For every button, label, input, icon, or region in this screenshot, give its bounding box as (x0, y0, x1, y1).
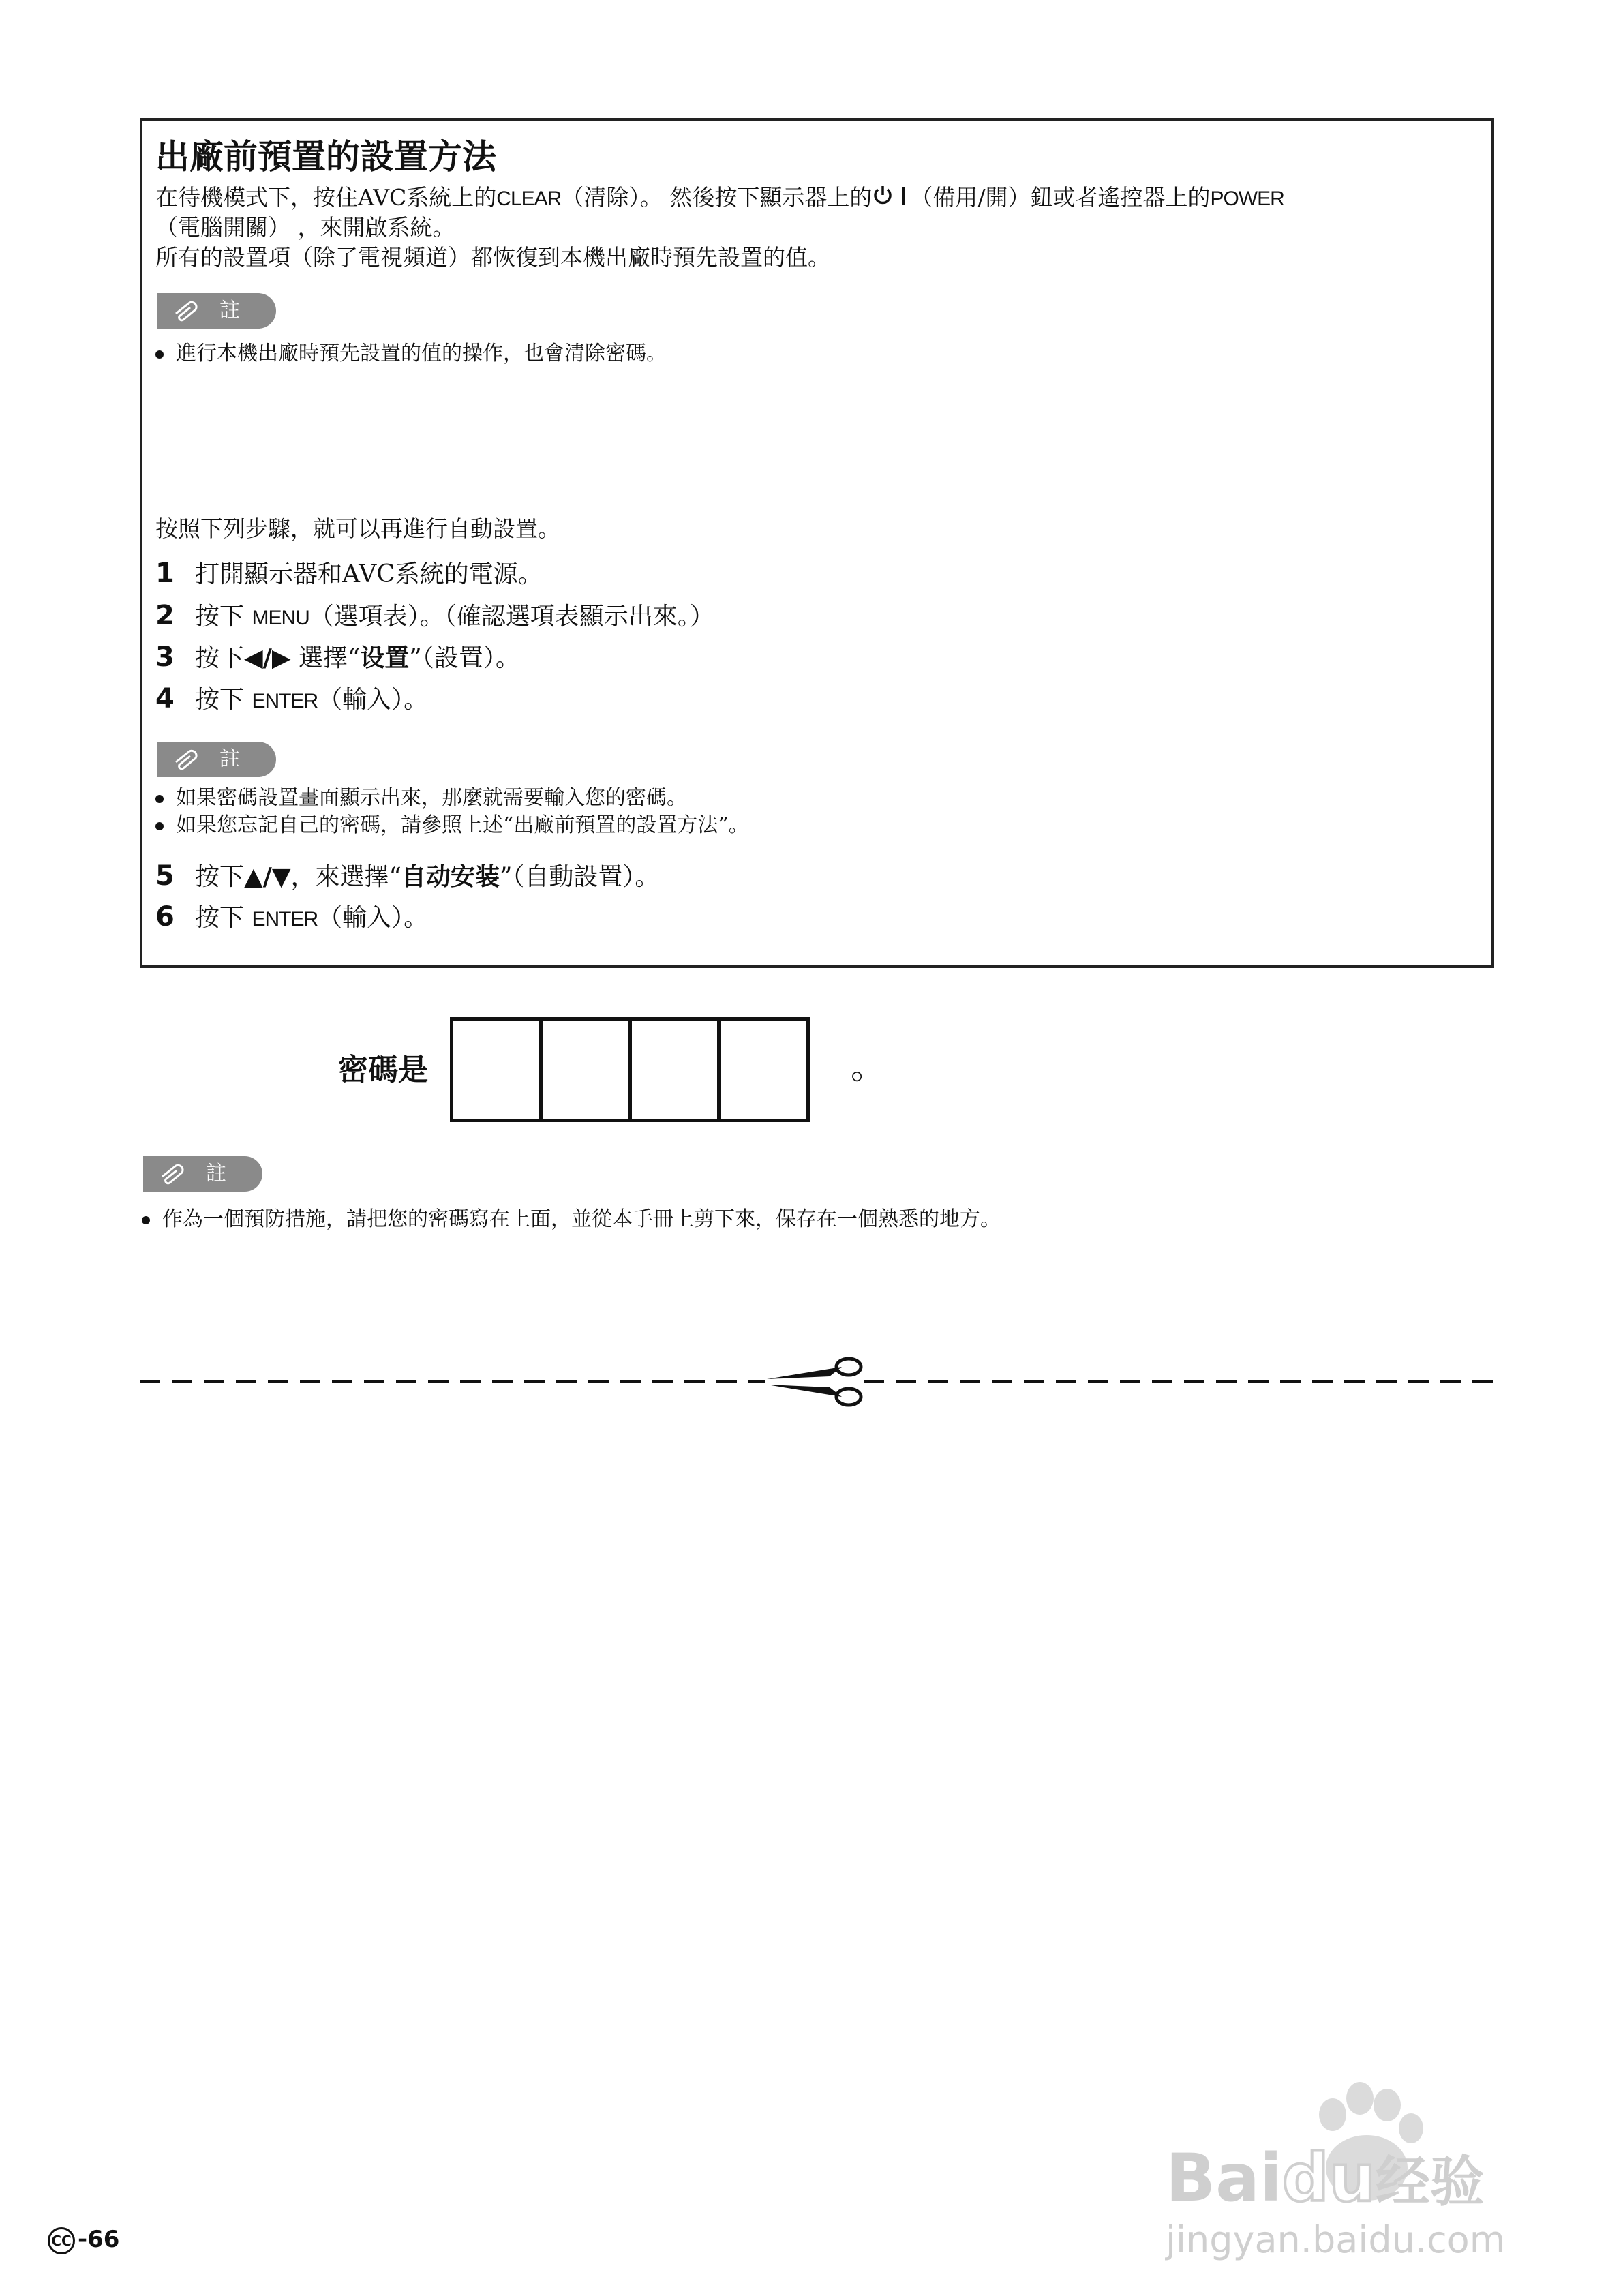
steps-intro: 按照下列步驟，就可以再進行自動設置。 (155, 515, 560, 542)
menu-item-name: 设置 (360, 644, 410, 672)
step-text: 按下 (195, 904, 252, 932)
note-bullet (155, 785, 687, 811)
power-key-label: POWER (1210, 187, 1284, 210)
baidu-watermark (1152, 2066, 1588, 2263)
step-number: 2 (155, 600, 175, 631)
step-text: （輸入）。 (318, 686, 429, 714)
text-segment: （清除）。 然後按下顯示器上的 (561, 184, 873, 211)
bullet-text: 作為一個預防措施，請把您的密碼寫在上面，並從本手冊上剪下來，保存在一個熟悉的地方。 (162, 1207, 1001, 1231)
step-text: 打開顯示器和AVC系統的電源。 (195, 560, 543, 588)
note-bullet (155, 813, 749, 839)
password-digit-box (628, 1017, 721, 1122)
language-badge-icon: CC (48, 2227, 75, 2254)
step-number: 4 (155, 683, 175, 714)
step-text: （輸入）。 (318, 904, 429, 932)
scissors-icon (767, 1359, 861, 1405)
step-4 (155, 683, 428, 717)
clear-key-label: CLEAR (496, 187, 562, 210)
text-segment: （備用/開）鈕或者遙控器上的 (910, 184, 1211, 211)
paperclip-icon (158, 1162, 189, 1186)
step-5 (155, 860, 659, 893)
page-number: -66 (78, 2226, 120, 2253)
menu-key-label: MENU (252, 607, 309, 629)
section-title: 出廠前預置的設置方法 (155, 137, 496, 177)
watermark-brand-suffix: 经验 (1375, 2150, 1485, 2214)
step-number: 3 (155, 641, 175, 673)
paperclip-icon (172, 747, 203, 772)
note-tag (157, 742, 276, 777)
password-digit-box (717, 1017, 810, 1122)
cut-line (140, 1346, 1496, 1408)
note-label: 註 (219, 299, 240, 322)
menu-item-name: 自动安装 (401, 863, 500, 891)
note-label: 註 (219, 747, 240, 771)
bullet-dot (155, 822, 164, 830)
step-text: ”（自動設置）。 (499, 863, 660, 891)
step-text: 按下 (195, 644, 245, 672)
note-bullet (142, 1207, 1001, 1233)
password-digit-box (539, 1017, 632, 1122)
step-number: 5 (155, 860, 175, 892)
step-text: 按下 (195, 863, 245, 891)
step-text: 選擇“ (290, 644, 361, 672)
note-tag (157, 293, 276, 329)
step-2 (155, 600, 714, 634)
enter-key-label: ENTER (252, 908, 318, 931)
bullet-dot (142, 1216, 150, 1224)
bullet-text: 如果密碼設置畫面顯示出來，那麼就需要輸入您的密碼。 (176, 786, 687, 810)
text-segment: 在待機模式下，按住AVC系統上的 (155, 184, 497, 211)
watermark-brand: du (1281, 2140, 1376, 2216)
bullet-text: 進行本機出廠時預先設置的值的操作，也會清除密碼。 (176, 342, 667, 365)
note-tag (143, 1156, 262, 1192)
power-icon (872, 183, 910, 215)
page-footer (48, 2224, 119, 2254)
step-number: 6 (155, 901, 175, 933)
paragraph-line-1 (155, 183, 1485, 215)
up-down-arrows-icon: ▲/▼ (244, 863, 291, 891)
enter-key-label: ENTER (252, 690, 318, 712)
paragraph-line-3: 所有的設置項（除了電視頻道）都恢復到本機出廠時預先設置的值。 (155, 244, 830, 271)
bullet-dot (155, 350, 164, 359)
note-label: 註 (206, 1162, 226, 1185)
bullet-dot (155, 795, 164, 803)
watermark-url: jingyan.baidu.com (1166, 2218, 1506, 2261)
step-text: 按下 (195, 686, 252, 714)
paperclip-icon (172, 299, 203, 323)
bullet-text: 如果您忘記自己的密碼，請參照上述“出廠前預置的設置方法”。 (176, 813, 749, 837)
step-6 (155, 901, 428, 935)
step-text: ，來選擇“ (290, 863, 401, 891)
paragraph-line-2: （電腦開關） ，來開啟系統。 (155, 214, 455, 241)
password-digit-box (450, 1017, 543, 1122)
password-boxes (450, 1017, 810, 1122)
watermark-brand: Bai (1166, 2140, 1282, 2216)
password-period: 。 (851, 1047, 885, 1087)
step-1 (155, 558, 543, 590)
step-text: （選項表）。（確認選項表顯示出來。） (309, 603, 714, 631)
left-right-arrows-icon: ◀/▶ (244, 644, 291, 672)
step-number: 1 (155, 558, 175, 589)
password-label: 密碼是 (338, 1053, 428, 1087)
note-bullet (155, 341, 667, 367)
step-3 (155, 641, 520, 674)
step-text: 按下 (195, 603, 252, 631)
step-text: ”（設置）。 (409, 644, 520, 672)
